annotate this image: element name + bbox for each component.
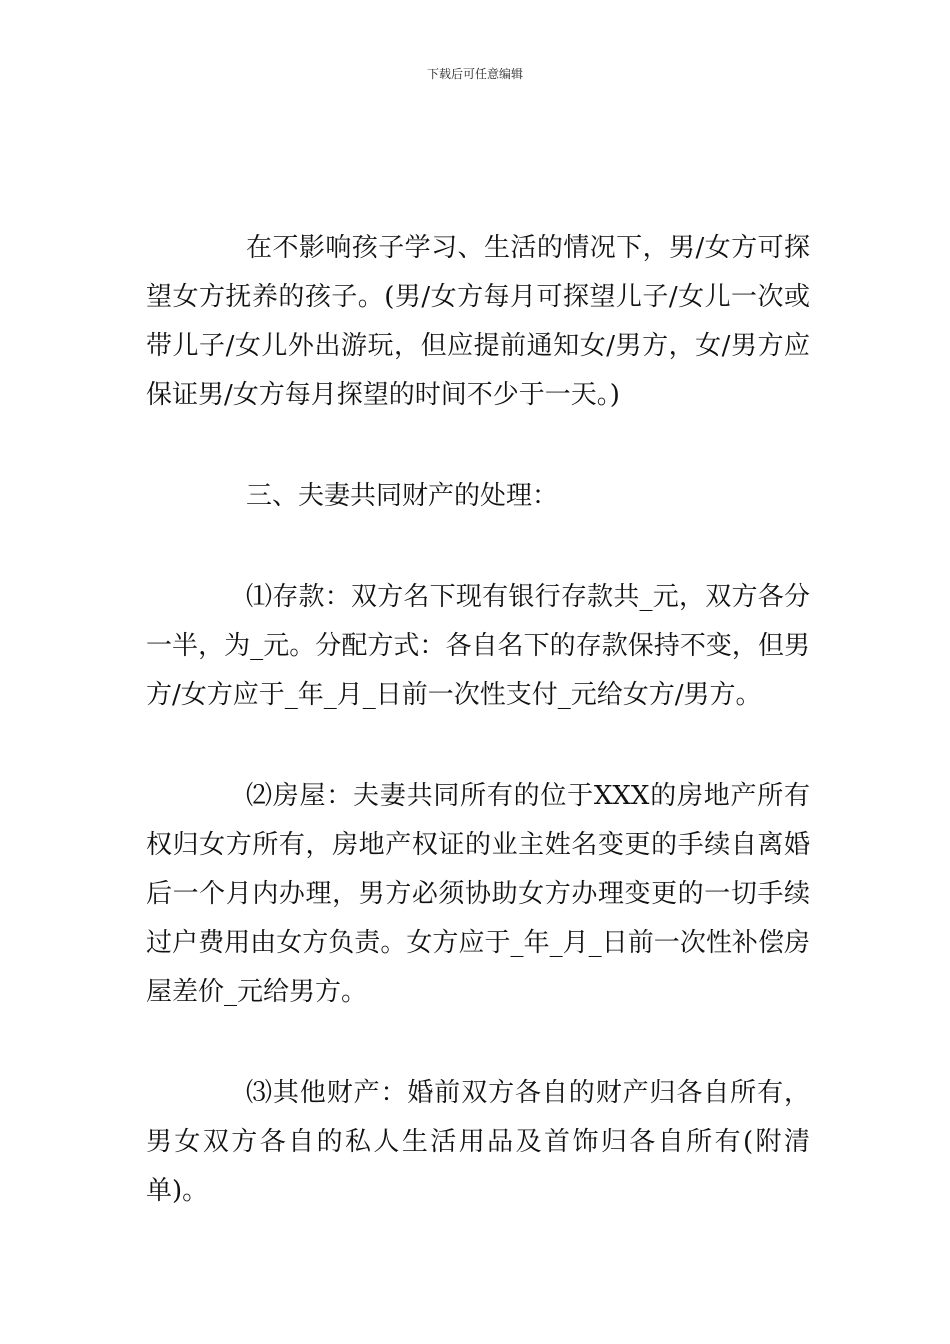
paragraph-house: ⑵房屋：夫妻共同所有的位于XXX的房地产所有权归女方所有，房地产权证的业主姓名变更的手续自离婚后一个月内办理，男方必须协助女方办理变更的一切手续过户费用由女方负责。女方应于_年_月_日前一次性补偿房屋差价_元给男方。 (146, 781, 810, 1007)
document-body (146, 224, 810, 1216)
header-note: 下载后可任意编辑 (426, 67, 523, 81)
paragraph-visitation: 在不影响孩子学习、生活的情况下，男/女方可探望女方抚养的孩子。(男/女方每月可探望儿子/女儿一次或带儿子/女儿外出游玩，但应提前通知女/男方，女/男方应保证男/女方每月探望的时间不少于一天。) (146, 233, 810, 410)
section-heading-property: 三、夫妻共同财产的处理： (246, 481, 559, 511)
paragraph-other-property: ⑶其他财产：婚前双方各自的财产归各自所有，男女双方各自的私人生活用品及首饰归各自所有(附清单)。 (146, 1078, 810, 1206)
paragraph-deposit: ⑴存款：双方名下现有银行存款共_元，双方各分一半，为_元。分配方式：各自名下的存款保持不变，但男方/女方应于_年_月_日前一次性支付_元给女方/男方。 (146, 582, 810, 710)
